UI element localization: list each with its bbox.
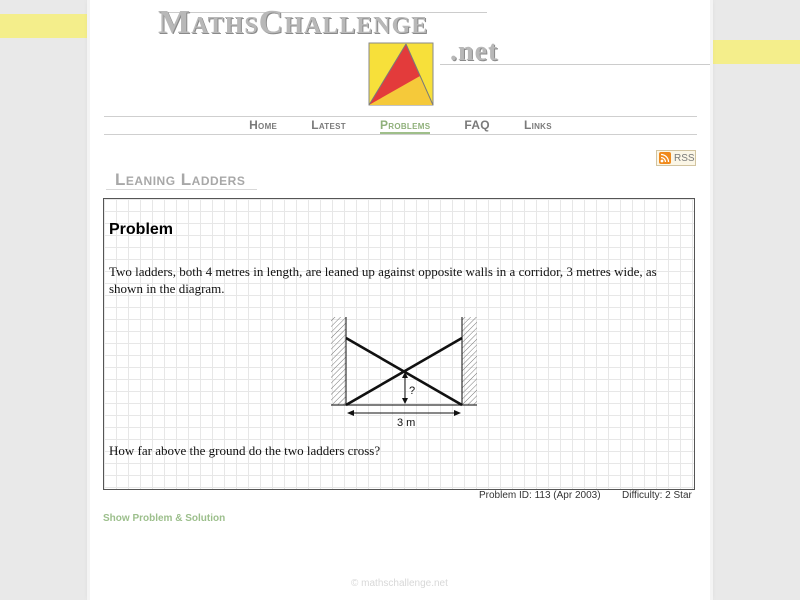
nav-rule-bottom <box>104 134 697 135</box>
main-nav <box>104 118 697 134</box>
problem-title: Leaning Ladders <box>115 170 246 189</box>
rss-button[interactable] <box>656 150 696 166</box>
decorative-tape-right <box>712 40 800 64</box>
site-tld[interactable]: .net <box>450 36 499 67</box>
left-wall-hatch <box>331 317 346 405</box>
problem-statement: Two ladders, both 4 metres in length, are leaned up against opposite walls in a corridor, 3 metres wide, as shown in the diagram. <box>109 264 657 296</box>
problem-box <box>103 198 695 490</box>
nav-problems[interactable]: Problems <box>379 118 431 132</box>
nav-rule-top <box>104 116 697 117</box>
title-underline <box>106 189 257 190</box>
problem-heading: Problem <box>109 221 174 238</box>
decorative-tape-left <box>0 14 88 38</box>
problem-difficulty: Difficulty: 2 Star <box>622 490 692 501</box>
show-solution-link[interactable]: Show Problem & Solution <box>103 513 226 524</box>
page-container <box>90 0 710 600</box>
rss-feed-icon <box>659 152 671 164</box>
nav-links[interactable]: Links <box>523 118 552 132</box>
nav-faq[interactable]: FAQ <box>464 118 490 132</box>
nav-latest[interactable]: Latest <box>311 118 346 132</box>
problem-id: Problem ID: 113 (Apr 2003) <box>479 490 601 501</box>
nav-home[interactable]: Home <box>249 118 278 132</box>
height-label: ? <box>409 385 416 397</box>
problem-question: How far above the ground do the two ladders cross? <box>109 443 381 458</box>
triangle-logo-icon[interactable] <box>368 42 434 106</box>
ladder-diagram <box>329 317 479 429</box>
footer-copyright: © mathschallenge.net <box>351 578 448 589</box>
right-wall-hatch <box>462 317 477 405</box>
width-label: 3 m <box>397 417 416 429</box>
site-name-link[interactable]: MathsChallenge <box>158 4 429 41</box>
rss-label: RSS <box>674 152 695 164</box>
